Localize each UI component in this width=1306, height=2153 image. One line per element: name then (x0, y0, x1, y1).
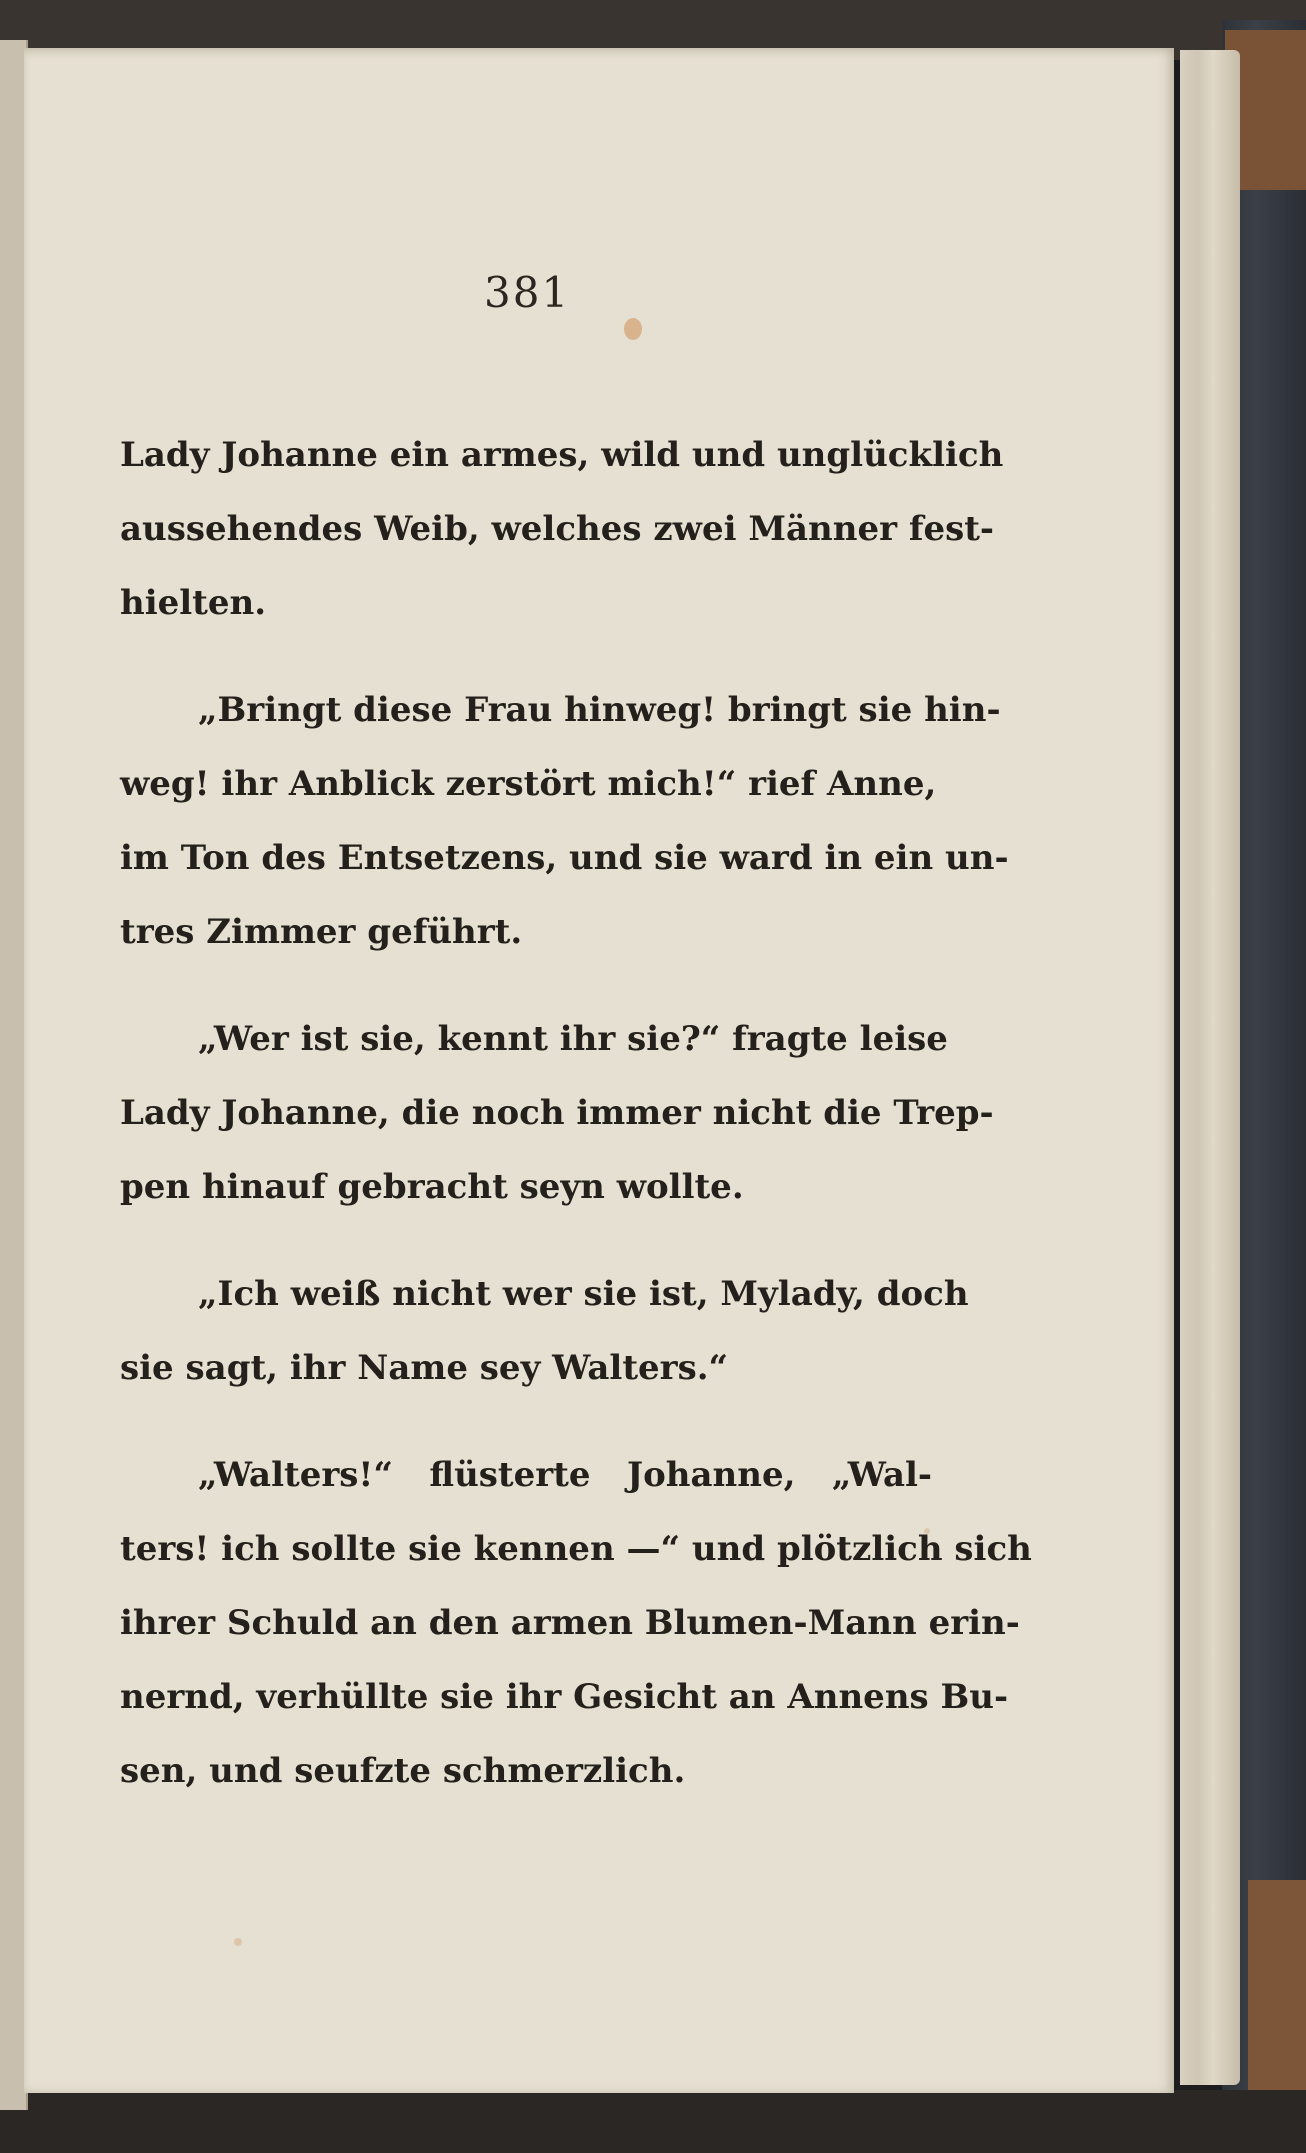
paragraph (120, 418, 1004, 640)
cover-board-bottom (0, 2090, 1306, 2153)
paragraph (120, 1257, 969, 1405)
paragraph (120, 673, 1009, 969)
text-line: nernd, verhüllte sie ihr Gesicht an Annens Bu- (120, 1677, 1009, 1717)
text-line: „Ich weiß nicht wer sie ist, Mylady, doch (198, 1274, 969, 1314)
text-line: aussehendes Weib, welches zwei Männer fest- (120, 509, 995, 549)
foxing-spot (624, 318, 642, 340)
text-line: „Walters!“ flüsterte Johanne, „Wal- (198, 1455, 932, 1495)
text-line: pen hinauf gebracht seyn wollte. (120, 1167, 744, 1207)
text-line: ters! ich sollte sie kennen —“ und plötzlich sich (120, 1529, 1032, 1569)
text-line: im Ton des Entsetzens, und sie ward in ein un- (120, 838, 1009, 878)
paragraph (120, 1002, 994, 1224)
paragraph (120, 1438, 1032, 1808)
body-text (120, 418, 1032, 1841)
text-line: weg! ihr Anblick zerstört mich!“ rief Anne, (120, 764, 937, 804)
page-stack-edge (1180, 50, 1240, 2085)
text-line: Lady Johanne ein armes, wild und unglücklich (120, 435, 1004, 475)
text-line: „Wer ist sie, kennt ihr sie?“ fragte leise (198, 1019, 948, 1059)
foxing-spot (234, 1938, 242, 1946)
text-line: „Bringt diese Frau hinweg! bringt sie hin- (198, 690, 1001, 730)
page-number: 381 (484, 268, 571, 317)
text-line: ihrer Schuld an den armen Blumen-Mann erin- (120, 1603, 1020, 1643)
text-line: sen, und seufzte schmerzlich. (120, 1751, 686, 1791)
text-line: hielten. (120, 583, 267, 623)
text-line: Lady Johanne, die noch immer nicht die Trep- (120, 1093, 994, 1133)
book-page (24, 48, 1174, 2093)
text-line: tres Zimmer geführt. (120, 912, 523, 952)
text-line: sie sagt, ihr Name sey Walters.“ (120, 1348, 729, 1388)
